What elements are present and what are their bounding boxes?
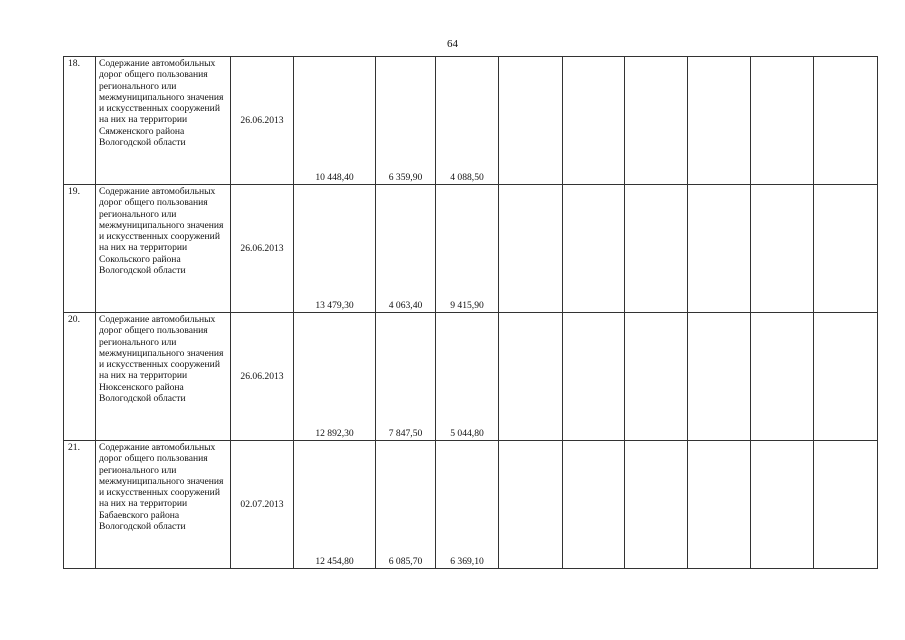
empty-cell <box>688 313 751 441</box>
table-row <box>64 313 878 441</box>
empty-cell <box>563 185 625 313</box>
row-value-2: 6 359,90 <box>376 57 436 185</box>
row-date: 02.07.2013 <box>231 441 294 569</box>
page-number: 64 <box>447 38 458 50</box>
empty-cell <box>499 57 563 185</box>
table-row <box>64 185 878 313</box>
row-number: 19. <box>64 185 96 313</box>
empty-cell <box>625 313 688 441</box>
empty-cell <box>625 185 688 313</box>
document-table <box>63 56 878 569</box>
empty-cell <box>688 441 751 569</box>
table-row <box>64 441 878 569</box>
empty-cell <box>751 185 814 313</box>
empty-cell <box>814 313 878 441</box>
empty-cell <box>563 313 625 441</box>
empty-cell <box>499 313 563 441</box>
empty-cell <box>499 441 563 569</box>
empty-cell <box>563 441 625 569</box>
row-value-2: 6 085,70 <box>376 441 436 569</box>
row-total-value: 10 448,40 <box>294 57 376 185</box>
empty-cell <box>751 313 814 441</box>
row-value-3: 9 415,90 <box>436 185 499 313</box>
row-date: 26.06.2013 <box>231 185 294 313</box>
empty-cell <box>751 57 814 185</box>
row-total-value: 12 454,80 <box>294 441 376 569</box>
empty-cell <box>563 57 625 185</box>
row-description: Содержание автомобильных дорог общего пользования регионального или межмуниципального значения и искусственных сооружений на них на территории Нюксенского района Вологодской области <box>96 313 231 441</box>
row-value-3: 4 088,50 <box>436 57 499 185</box>
table-row <box>64 57 878 185</box>
empty-cell <box>625 57 688 185</box>
empty-cell <box>814 185 878 313</box>
empty-cell <box>814 441 878 569</box>
row-date: 26.06.2013 <box>231 313 294 441</box>
row-number: 21. <box>64 441 96 569</box>
row-total-value: 12 892,30 <box>294 313 376 441</box>
row-number: 18. <box>64 57 96 185</box>
empty-cell <box>625 441 688 569</box>
row-description: Содержание автомобильных дорог общего пользования регионального или межмуниципального значения и искусственных сооружений на них на территории Сямженского района Вологодской области <box>96 57 231 185</box>
row-value-2: 4 063,40 <box>376 185 436 313</box>
empty-cell <box>688 185 751 313</box>
row-value-2: 7 847,50 <box>376 313 436 441</box>
row-value-3: 5 044,80 <box>436 313 499 441</box>
row-date: 26.06.2013 <box>231 57 294 185</box>
empty-cell <box>688 57 751 185</box>
row-description: Содержание автомобильных дорог общего пользования регионального или межмуниципального значения и искусственных сооружений на них на территории Сокольского района Вологодской области <box>96 185 231 313</box>
row-description: Содержание автомобильных дорог общего пользования регионального или межмуниципального значения и искусственных сооружений на них на территории Бабаевского района Вологодской области <box>96 441 231 569</box>
empty-cell <box>814 57 878 185</box>
empty-cell <box>499 185 563 313</box>
row-number: 20. <box>64 313 96 441</box>
row-value-3: 6 369,10 <box>436 441 499 569</box>
row-total-value: 13 479,30 <box>294 185 376 313</box>
empty-cell <box>751 441 814 569</box>
